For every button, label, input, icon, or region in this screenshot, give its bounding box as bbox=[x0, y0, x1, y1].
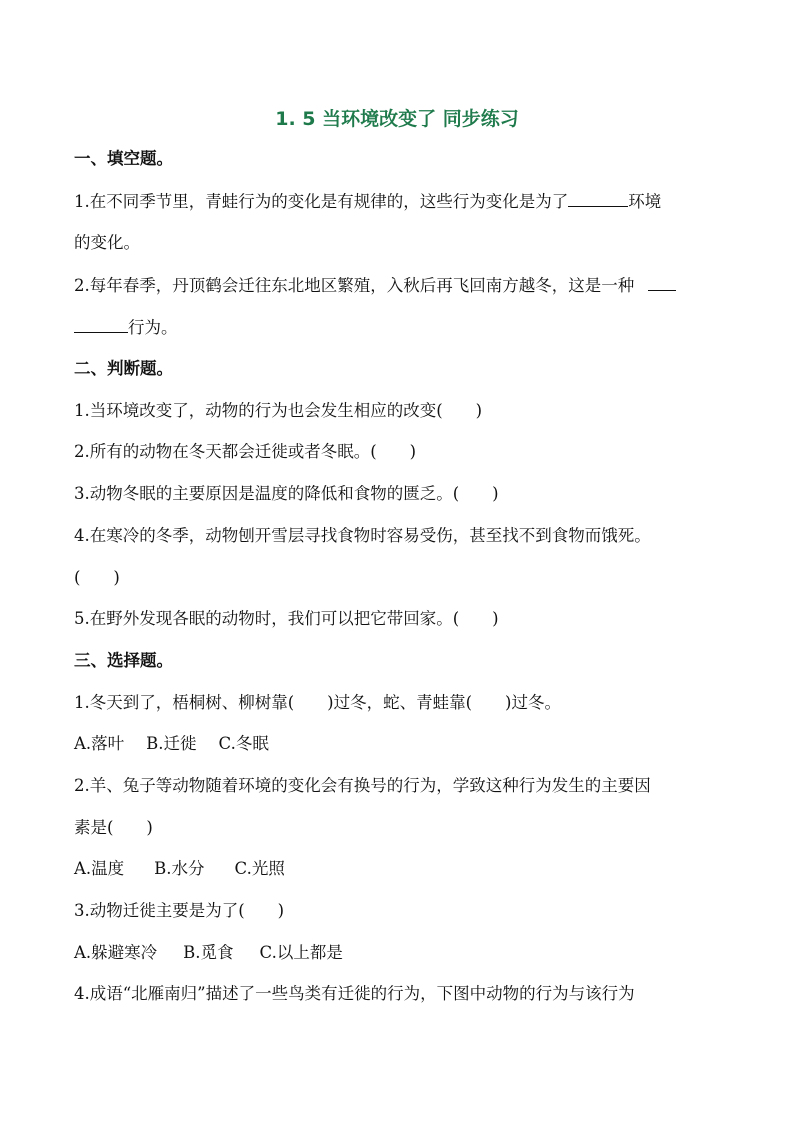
true-false-question-2: 2.所有的动物在冬天都会迁徙或者冬眠。( ) bbox=[74, 442, 417, 461]
fill-blank-question-1 bbox=[74, 190, 724, 213]
choice-q2-option-a[interactable]: A.温度 bbox=[74, 859, 125, 878]
section-multiple-choice-heading: 三、选择题。 bbox=[74, 651, 173, 670]
fill-blank-q2-text: 2.每年春季，丹顶鹤会迁往东北地区繁殖，入秋后再飞回南方越冬，这是一种 bbox=[74, 276, 635, 295]
fill-blank-question-2 bbox=[74, 274, 724, 297]
true-false-question-3: 3.动物冬眠的主要原因是温度的降低和食物的匮乏。( ) bbox=[74, 484, 499, 503]
choice-question-1: 1.冬天到了，梧桐树、柳树靠( )过冬，蛇、青蛙靠( )过冬。 bbox=[74, 693, 561, 712]
true-false-question-4: 4.在寒冷的冬季，动物刨开雪层寻找食物时容易受伤，甚至找不到食物而饿死。 bbox=[74, 526, 651, 545]
choice-q2-options bbox=[74, 858, 724, 880]
fill-blank-q2-blank-end[interactable] bbox=[74, 316, 128, 333]
choice-q1-option-a[interactable]: A.落叶 bbox=[74, 734, 125, 753]
choice-q1-option-b[interactable]: B.迁徙 bbox=[146, 734, 197, 753]
fill-blank-q2-text-end: 行为。 bbox=[128, 318, 178, 337]
choice-q2-continued: 素是( ) bbox=[74, 818, 153, 837]
choice-question-4: 4.成语“北雁南归”描述了一些鸟类有迁徙的行为，下图中动物的行为与该行为 bbox=[74, 984, 635, 1003]
fill-blank-q1-blank[interactable] bbox=[568, 190, 628, 207]
choice-question-2: 2.羊、兔子等动物随着环境的变化会有换号的行为，学致这种行为发生的主要因 bbox=[74, 776, 651, 795]
choice-q3-option-b[interactable]: B.觅食 bbox=[183, 943, 234, 962]
choice-q1-options bbox=[74, 733, 724, 755]
worksheet-title: 1. 5 当环境改变了 同步练习 bbox=[275, 108, 519, 130]
true-false-question-1: 1.当环境改变了，动物的行为也会发生相应的改变( ) bbox=[74, 401, 483, 420]
true-false-q4-answer-bracket: ( ) bbox=[74, 568, 120, 587]
fill-blank-q1-continued: 的变化。 bbox=[74, 233, 140, 252]
choice-q3-option-a[interactable]: A.躲避寒冷 bbox=[74, 943, 158, 962]
choice-q1-option-c[interactable]: C.冬眠 bbox=[218, 734, 269, 753]
true-false-question-5: 5.在野外发现各眠的动物时，我们可以把它带回家。( ) bbox=[74, 609, 499, 628]
fill-blank-q2-blank-start[interactable] bbox=[648, 274, 676, 291]
section-true-false-heading: 二、判断题。 bbox=[74, 359, 173, 378]
choice-q2-option-b[interactable]: B.水分 bbox=[154, 859, 205, 878]
fill-blank-q2-continued bbox=[74, 316, 724, 339]
fill-blank-q1-text-end: 环境 bbox=[628, 192, 662, 211]
choice-q2-option-c[interactable]: C.光照 bbox=[234, 859, 285, 878]
choice-q3-option-c[interactable]: C.以上都是 bbox=[259, 943, 343, 962]
choice-question-3: 3.动物迁徙主要是为了( ) bbox=[74, 901, 285, 920]
choice-q3-options bbox=[74, 942, 724, 964]
fill-blank-q1-text: 1.在不同季节里，青蛙行为的变化是有规律的，这些行为变化是为了 bbox=[74, 192, 569, 211]
section-fill-blank-heading: 一、填空题。 bbox=[74, 149, 173, 168]
